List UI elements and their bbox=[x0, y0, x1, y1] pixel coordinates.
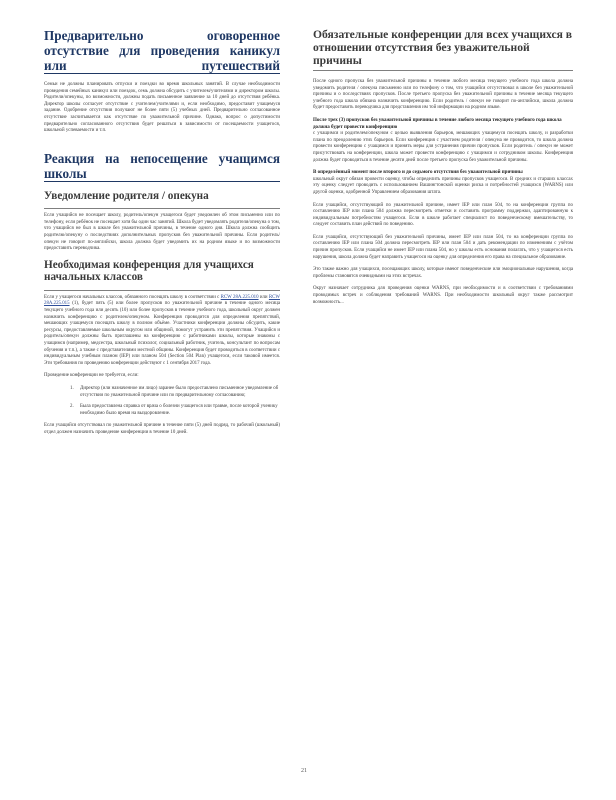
section-prearranged-absence bbox=[44, 28, 280, 74]
paragraph-iep-1: Если учащийся, отсутствующий по уважительной причине, имеет IEP или план 504, то на конференции группа по составлению IEP или плана 504 должна пересмотреть отметки и составить программу поддержки, адаптированную к индивидуальным потребностям учащегося. Если в школе работает специалист по поведенческому вмешательству, то следует составить план действий по поведению. bbox=[313, 202, 573, 228]
rcw-link-2[interactable]: RCW 28A.225.015 bbox=[44, 294, 280, 307]
section-title-mandatory-conferences: Обязательные конференции для всех учащихся в отношении отсутствия без уважительной причины bbox=[313, 28, 573, 67]
list-intro: Проведение конференции не требуется, если: bbox=[44, 373, 139, 379]
subsection-elementary-conference bbox=[44, 259, 280, 291]
paragraph-prearranged-absence: Семьи не должны планировать отпуски и поездки во время школьных занятий. В случае необходимости проведения семейных каникул или поездок, семь должна обсудить с учителем/учителями и директором школы. Родители/опекуны, по возможности, должны подать письменное заявление за 10 дней до отсутствия ребёнка. Директор школы согласует отсутствие с учителем/учителями и, если необходимо, предоставит учащемуся задание. Одобрение отсутствия получают не более пяти (5) учебных дней. Предварительно согласованное отсутствие засчитывается как отсутствие по уважительной причине. Однако, вопрос о допустимости предварительно согласованного отсутствия будет решаться в зависимости от посещаемости учащегося, школьной успеваемости и т.п. bbox=[44, 82, 280, 134]
section-nonattendance-response bbox=[44, 151, 280, 182]
paragraph-three-absences: с учащимся и родителем/опекуном с целью выявления барьеров, мешающих учащемуся посещать школу, и разработки плана по преодолению этих барьеров. Если конференция с участием родителя / опекуна не проводится, то школа должна провести конференцию с учащимся и принять меры для устранения причин пропусков. Если родитель / опекун не может присутствовать на конференции, школа может провести конференцию с учащимся и сотрудником школы. Конференция должна будет проводиться в течение десяти дней после третьего пропуска без уважительной причины. bbox=[313, 131, 573, 163]
paragraph-conference-end: Если учащийся отсутствовал по уважительной причине в течение пяти (5) дней подряд, то рабочий (школьный) отдел должен назначить проведение конференции в течение 10 дней. bbox=[44, 423, 280, 435]
list-item-text: Была предоставлена справка от врача о болезни учащегося или травме, после которой ученику необходимо было время на выздоровление. bbox=[80, 404, 278, 416]
paragraph-warns: Округ назначает сотрудника для проведения оценки WARNS, при необходимости и в соответствии с требованиями проводимых встреч и соблюдения требований WARNS. При необходимости школьный округ также рассмотрит возможность... bbox=[313, 286, 573, 305]
paragraph-elementary-conference bbox=[44, 295, 280, 368]
text-before-links: Если у учащегося начальных классов, обязанного посещать школу в соответствии с bbox=[44, 294, 220, 300]
subsection-title-elementary-conference: Необходимая конференция для учащихся начальных классов bbox=[44, 258, 254, 284]
text-after-links: (1), будет пять (5) или более пропусков по уважительной причине в течение одного месяца текущего учебного года или десять (10) или более пропусков в течение учебного года, школьный округ должен назначить конференцию с родителем/опекуном. Конференция проводится для определения препятствий, мешающих учащемуся посещать школу в полном объёме. Участники конференции должны обсудить, какие ресурсы, предоставляемые школьным округом или общиной, помогут устранить эти препятствия. Учащийся и родитель/опекун должны быть приглашены на конференцию с работниками школы, которые знакомы с учащимся (например, медсестра, школьный психолог, социальный работник, учитель, консультант по вопросам обучения и т.п.), а также с представителями местной общины. Конференция будет проводиться в соответствии с индивидуальным учебным планом (IEP) или планом 504 (Section 504 Plan) учащегося, если таковой имеется. Эти требования по проведению конференции действуют с 1 сентября 2017 года. bbox=[44, 301, 280, 366]
list-item bbox=[44, 404, 280, 417]
subsection-title-parent-notification: Уведомление родителя / опекуна bbox=[44, 189, 209, 202]
page-number: 21 bbox=[301, 768, 307, 774]
conference-exceptions-list bbox=[44, 386, 280, 417]
list-item-text: Директор (или назначенное им лицо) заранее было предоставлено письменное уведомление об отсутствии по уважительной причине или по предварительному согласованию; bbox=[80, 385, 279, 398]
paragraph-iep-2: Если учащийся, отсутствующий без уважительной причины, имеет IEP или план 504, то на конференции группа по составлению IEP или плана 504 должна пересмотреть IEP или план 504 и дать рекомендации по изменениям с учётом причин пропусков. Если учащийся не имеет IEP или плана 504, но у школы есть основания полагать, что у учащегося есть нарушения, школа должна будет направить учащегося на оценку для определения его права на специальное образование. bbox=[313, 234, 573, 260]
list-item-number: 1. bbox=[70, 385, 74, 391]
paragraph-behavior: Это также важно для учащихся, посещающих школу, которые имеют поведенческие или эмоциональные нарушения, когда проблемы становятся очевидными на этих встречах. bbox=[313, 267, 573, 279]
block-title-three-absences: После трех (3) пропусков без уважительной причины в течение любого месяца текущего учебного года школа должна будет провести конференцию bbox=[313, 117, 562, 130]
list-item-number: 2. bbox=[70, 404, 74, 410]
text-between-links: или bbox=[259, 294, 268, 300]
section-title-prearranged-absence: Предварительно оговоренное отсутствие для проведения каникул или путешествий bbox=[44, 28, 280, 73]
right-column bbox=[313, 28, 573, 312]
list-item bbox=[44, 386, 280, 399]
paragraph-parent-notification: Если учащийся не посещает школу, родитель/опекун учащегося будет уведомлен об этом письменно или по телефону, если ребёнок не посещает хотя бы один час занятий. Школа будет уведомлять родителя/опекуна о том, что учащийся не был в школе без уважительной причины, в течение одного дня. Школа должна сообщить родителю/опекуну о последствиях дополнительных пропусков без уважительной причины. Если родитель/опекун не говорит по-английски, школа должна будет уведомить их на родном языке и по возможности предоставить переводчика. bbox=[44, 213, 280, 252]
paragraph-mandatory-conferences: После одного пропуска без уважительной причины в течение любого месяца текущего учебного года школа должна уведомить родителя / опекуна письменно или по телефону о том, что учащийся отсутствовал в школе без уважительной причины и о последствиях пропусков. После третьего пропуска без уважительной причины в течение месяца текущего учебного года школа обязана назначить конференцию. Если родитель / опекун не говорит по-английски, школа должна будет предоставить переводчика для представления им той информации на родном языке. bbox=[313, 79, 573, 111]
subsection-parent-notification bbox=[44, 190, 280, 210]
block-title-second-seventh: В определённый момент после второго и до седьмого отсутствия без уважительной причины bbox=[313, 170, 523, 176]
paragraph-second-seventh: школьный округ обязан провести оценку, чтобы определить причины пропусков учащегося. В средних и старших классах эту оценку следует проводить с использованием Вашингтонской оценки риска и потребностей учащихся (WARNS) или другой оценки, одобренной Управлением образования штата. bbox=[313, 176, 573, 195]
section-mandatory-conferences bbox=[313, 28, 573, 71]
rcw-link-1[interactable]: RCW 28A.225.010 bbox=[220, 294, 259, 300]
left-column bbox=[44, 28, 280, 443]
section-title-nonattendance-response: Реакция на непосещение учащимся школы bbox=[44, 150, 280, 181]
